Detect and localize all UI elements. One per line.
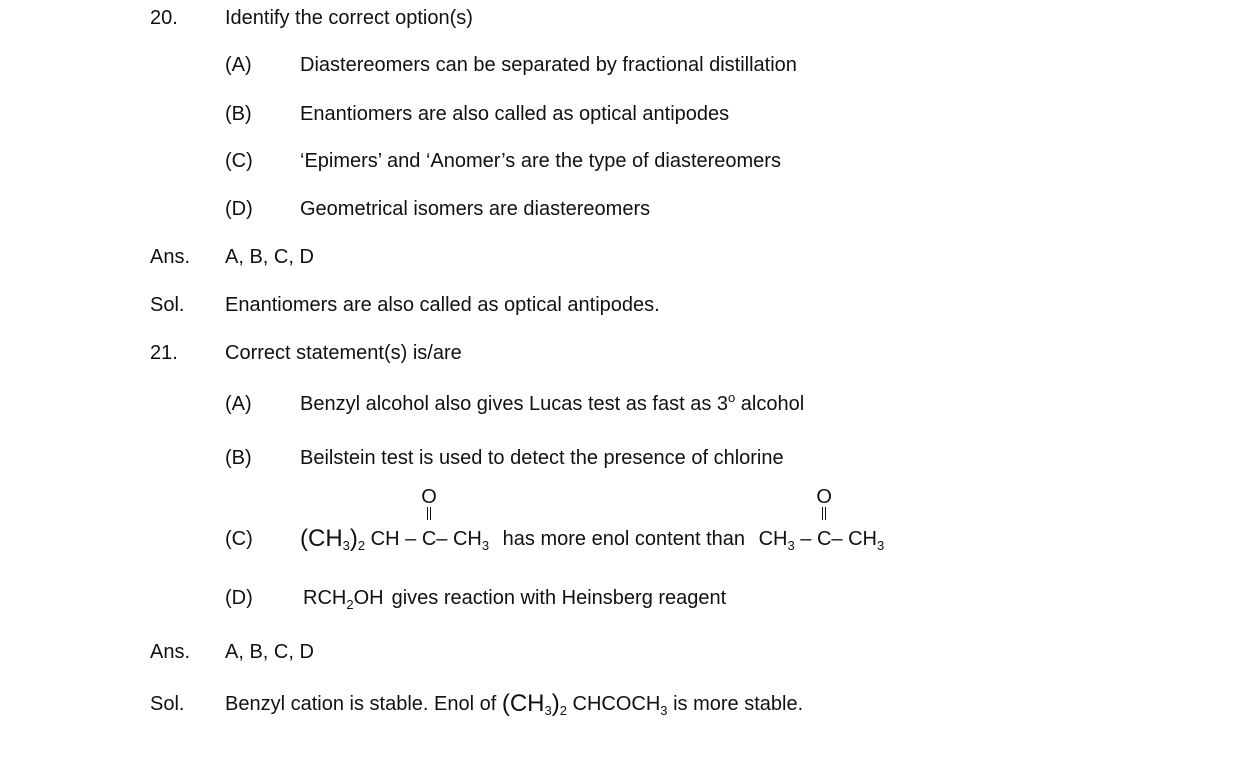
formula-part: C bbox=[816, 528, 832, 550]
option-text: gives reaction with Heinsberg reagent bbox=[391, 587, 727, 609]
formula-part: (CH bbox=[501, 690, 545, 717]
q21-number: 21. bbox=[150, 342, 178, 364]
answer-label: Ans. bbox=[150, 641, 191, 663]
answer-label: Ans. bbox=[150, 246, 191, 268]
option-text: Geometrical isomers are diastereomers bbox=[300, 198, 651, 220]
subscript: 3 bbox=[877, 538, 885, 553]
option-text-main: Benzyl alcohol also gives Lucas test as fast as 3 bbox=[300, 393, 729, 415]
option-text bbox=[300, 392, 804, 416]
formula-part: CH – bbox=[365, 528, 422, 550]
option-label: (B) bbox=[225, 447, 252, 469]
subscript: 3 bbox=[342, 538, 350, 553]
formula-part: CH bbox=[758, 528, 788, 550]
option-label: (D) bbox=[225, 198, 253, 220]
formula-part: OH bbox=[353, 587, 384, 609]
solution-text bbox=[225, 692, 803, 716]
option-label: (D) bbox=[225, 587, 253, 609]
formula-part: – CH bbox=[436, 528, 482, 550]
option-text: Diastereomers can be separated by fractional distillation bbox=[300, 54, 797, 76]
option-text: Enantiomers are also called as optical antipodes bbox=[300, 103, 730, 125]
answer-text: A, B, C, D bbox=[225, 246, 314, 268]
option-label: (A) bbox=[225, 393, 252, 415]
carbonyl-oxygen: O bbox=[816, 486, 832, 508]
double-bond bbox=[822, 507, 826, 520]
option-text-tail: alcohol bbox=[735, 393, 805, 415]
subscript: 3 bbox=[544, 703, 552, 718]
solution-text-pre: Benzyl cation is stable. Enol of bbox=[225, 693, 502, 715]
carbonyl-carbon bbox=[816, 486, 832, 551]
option-formula-line bbox=[300, 486, 885, 553]
formula-part: (CH bbox=[300, 525, 343, 552]
subscript: 3 bbox=[787, 538, 795, 553]
subscript: 3 bbox=[660, 703, 668, 718]
formula-part: ) bbox=[551, 690, 560, 717]
formula-part: – bbox=[794, 528, 817, 550]
q21-question: Correct statement(s) is/are bbox=[225, 342, 462, 364]
formula-acetone bbox=[758, 486, 885, 553]
option-text: ‘Epimers’ and ‘Anomer’s are the type of diastereomers bbox=[300, 150, 781, 172]
option-text: has more enol content than bbox=[502, 528, 746, 550]
formula-isopropyl-methyl-ketone bbox=[300, 486, 490, 553]
formula-part: – CH bbox=[831, 528, 877, 550]
option-label: (C) bbox=[225, 150, 253, 172]
degree-symbol: o bbox=[728, 390, 736, 405]
formula-part: ) bbox=[349, 525, 358, 552]
formula-part: CHCOCH bbox=[566, 693, 661, 715]
option-formula-line bbox=[303, 586, 726, 610]
option-label: (A) bbox=[225, 54, 252, 76]
q20-question: Identify the correct option(s) bbox=[225, 7, 473, 29]
subscript: 2 bbox=[346, 597, 354, 612]
q20-number: 20. bbox=[150, 7, 178, 29]
formula-part: RCH bbox=[303, 587, 347, 609]
formula-part: C bbox=[421, 528, 437, 550]
solution-text: Enantiomers are also called as optical antipodes. bbox=[225, 294, 660, 316]
option-text: Beilstein test is used to detect the presence of chlorine bbox=[300, 447, 784, 469]
carbonyl-oxygen: O bbox=[421, 486, 437, 508]
carbonyl-carbon bbox=[421, 486, 437, 551]
solution-text-post: is more stable. bbox=[667, 693, 804, 715]
solution-label: Sol. bbox=[150, 693, 185, 715]
option-label: (C) bbox=[225, 528, 253, 550]
subscript: 3 bbox=[481, 538, 490, 553]
solution-label: Sol. bbox=[150, 294, 185, 316]
subscript: 2 bbox=[559, 703, 567, 718]
answer-text: A, B, C, D bbox=[225, 641, 314, 663]
double-bond bbox=[427, 507, 431, 520]
subscript: 2 bbox=[357, 538, 366, 553]
option-label: (B) bbox=[225, 103, 252, 125]
